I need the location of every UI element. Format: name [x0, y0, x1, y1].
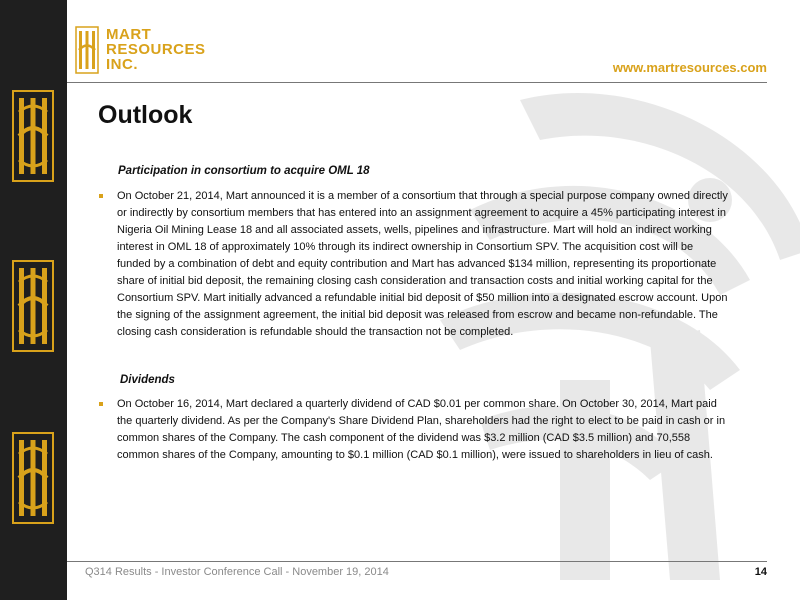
section-heading-oml18: Participation in consortium to acquire OML 18 [118, 165, 370, 177]
bullet-text: On October 21, 2014, Mart announced it is a member of a consortium that through a special purpose company owned directly or indirectly by consortium members that has entered into an assignment agreement to acquire a 45% participating interest in Nigeria Oil Mining Lease 18 and all associated assets, wells, pipelines and infrastructure. Mart will hold an indirect working interest in OML 18 of approximately 10% through its indirect ownership in Consortium SPV. The acquisition cost will be funded by a combination of debt and equity contribution and Mart has advanced $134 million, representing its proportionate share of initial bid deposit, the remaining closing cash consideration and transaction costs and initial working capital for the Consortium SPV. Mart initially advanced a refundable initial bid deposit of $50 million into a designated escrow account. Upon the signing of the assignment agreement, the initial bid deposit was released from escrow and became non-refundable. The closing cash consideration is refundable should the transaction not be completed. [117, 190, 728, 338]
footer-divider [67, 561, 767, 562]
logo-mark-icon [12, 432, 54, 524]
header-divider [67, 82, 767, 83]
section-heading-dividends: Dividends [120, 374, 175, 386]
bullet-square-icon [99, 402, 103, 406]
bullet-item-dividends [99, 396, 729, 464]
footer-caption: Q314 Results - Investor Conference Call - November 19, 2014 [85, 566, 389, 578]
website-link[interactable]: www.martresources.com [612, 60, 767, 75]
brand-name-line: INC. [106, 56, 138, 73]
page-title: Outlook [98, 101, 193, 129]
brand-logo-icon [75, 26, 99, 74]
brand-name [106, 27, 206, 72]
bullet-square-icon [99, 194, 103, 198]
brand-name-line: RESOURCES [106, 41, 206, 58]
left-decorative-strip [0, 0, 67, 600]
logo-mark-icon [12, 260, 54, 352]
brand-name-line: MART [106, 26, 152, 43]
bullet-item-oml18 [99, 188, 729, 341]
bullet-text: On October 16, 2014, Mart declared a quarterly dividend of CAD $0.01 per common share. On October 30, 2014, Mart paid the quarterly dividend. As per the Company's Share Dividend Plan, shareholders had the right to elect to be paid in cash or in common shares of the Company. The cash component of the dividend was $3.2 million (CAD $3.5 million) and 70,558 common shares of the Company, amounting to $0.1 million (CAD $0.1 million), were issued to shareholders in lieu of cash. [117, 398, 726, 461]
page-number: 14 [754, 566, 767, 578]
logo-mark-icon [12, 90, 54, 182]
